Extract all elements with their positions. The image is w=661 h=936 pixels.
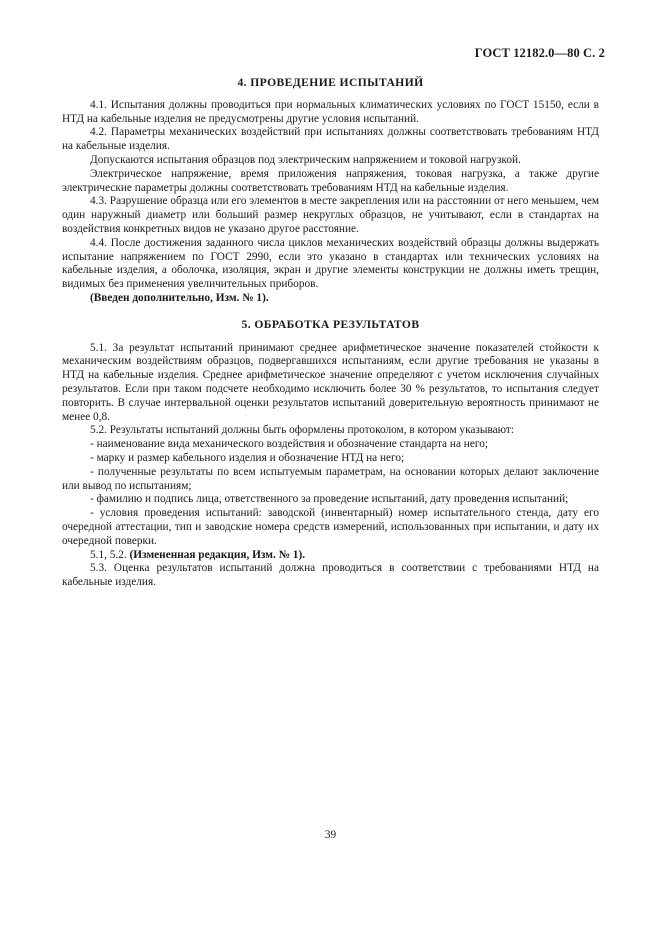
list-item-results: - полученные результаты по всем испытуемым параметрам, на основании которых делают заключение или вывод по испытаниям;: [62, 465, 599, 492]
amendment-note-5-prefix: 5.1, 5.2.: [90, 548, 127, 561]
paragraph-4-2-voltage: Электрическое напряжение, время приложения напряжения, токовая нагрузка, а также другие электрические параметры должны соответствовать требованиям НТД на кабельные изделия.: [62, 167, 599, 194]
paragraph-4-2-load: Допускаются испытания образцов под электрическим напряжением и токовой нагрузкой.: [90, 153, 521, 166]
amendment-note-5: [62, 549, 599, 563]
section-4-title: 4. ПРОВЕДЕНИЕ ИСПЫТАНИЙ: [237, 76, 424, 89]
document-header: ГОСТ 12182.0—80 С. 2: [474, 46, 605, 60]
list-item-impact-type: - наименование вида механического воздействия и обозначение стандарта на него;: [90, 438, 488, 451]
paragraph-4-4: 4.4. После достижения заданного числа циклов механических воздействий образцы должны выдержать испытание напряжением по ГОСТ 2990, если это указано в стандартах или технических условиях на кабельные изделия, а оболочка, изоляция, экран и другие элементы конструкции не должны иметь трещин, видимых без применения увеличительных приборов.: [62, 236, 599, 291]
amendment-note-4: (Введен дополнительно, Изм. № 1).: [90, 291, 269, 304]
amendment-note-5-text: (Измененная редакция, Изм. № 1).: [129, 548, 306, 561]
list-item-test-conditions: - условия проведения испытаний: заводской (инвентарный) номер испытательного стенда, дату его очередной аттестации, тип и заводские номера средств измерений, использованных при испытании, и дату их очередной поверки.: [62, 507, 599, 547]
page-number: 39: [324, 829, 337, 841]
section-5-title: 5. ОБРАБОТКА РЕЗУЛЬТАТОВ: [241, 317, 420, 331]
list-item-responsible-person: - фамилию и подпись лица, ответственного за проведение испытаний, дату проведения испытаний;: [90, 493, 569, 506]
paragraph-4-1: 4.1. Испытания должны проводиться при нормальных климатических условиях по ГОСТ 15150, если в НТД на кабельные изделия не предусмотрены другие условия испытаний.: [62, 98, 599, 125]
paragraph-5-2: 5.2. Результаты испытаний должны быть оформлены протоколом, в котором указывают:: [90, 424, 515, 437]
paragraph-4-3: 4.3. Разрушение образца или его элементов в месте закрепления или на расстоянии от него меньшем, чем один наружный диаметр или больший размер некруглых образцов, не учитывают, если в стандартах на воздействия конкретных видов не указано другое расстояние.: [62, 195, 599, 235]
paragraph-4-2: 4.2. Параметры механических воздействий при испытаниях должны соответствовать требованиям НТД на кабельные изделия.: [62, 126, 599, 153]
paragraph-5-1: 5.1. За результат испытаний принимают среднее арифметическое значение показателей стойкости к механическим воздействиям образцов, подвергавшихся испытаниям, если другие требования не указаны в НТД на кабельные изделия. Среднее арифметическое значение определяют с учетом исключения случайных результатов. Если при таком подсчете необходимо исключить более 30 % результатов, то испытания следует повторить. В случае интервальной оценки результатов испытаний доверительную вероятность принимают не менее 0,8.: [62, 341, 599, 423]
paragraph-5-3: 5.3. Оценка результатов испытаний должна проводиться в соответствии с требованиями НТД на кабельные изделия.: [62, 562, 599, 589]
document-body: [62, 76, 599, 590]
list-item-cable-mark: - марку и размер кабельного изделия и обозначение НТД на него;: [90, 451, 405, 464]
